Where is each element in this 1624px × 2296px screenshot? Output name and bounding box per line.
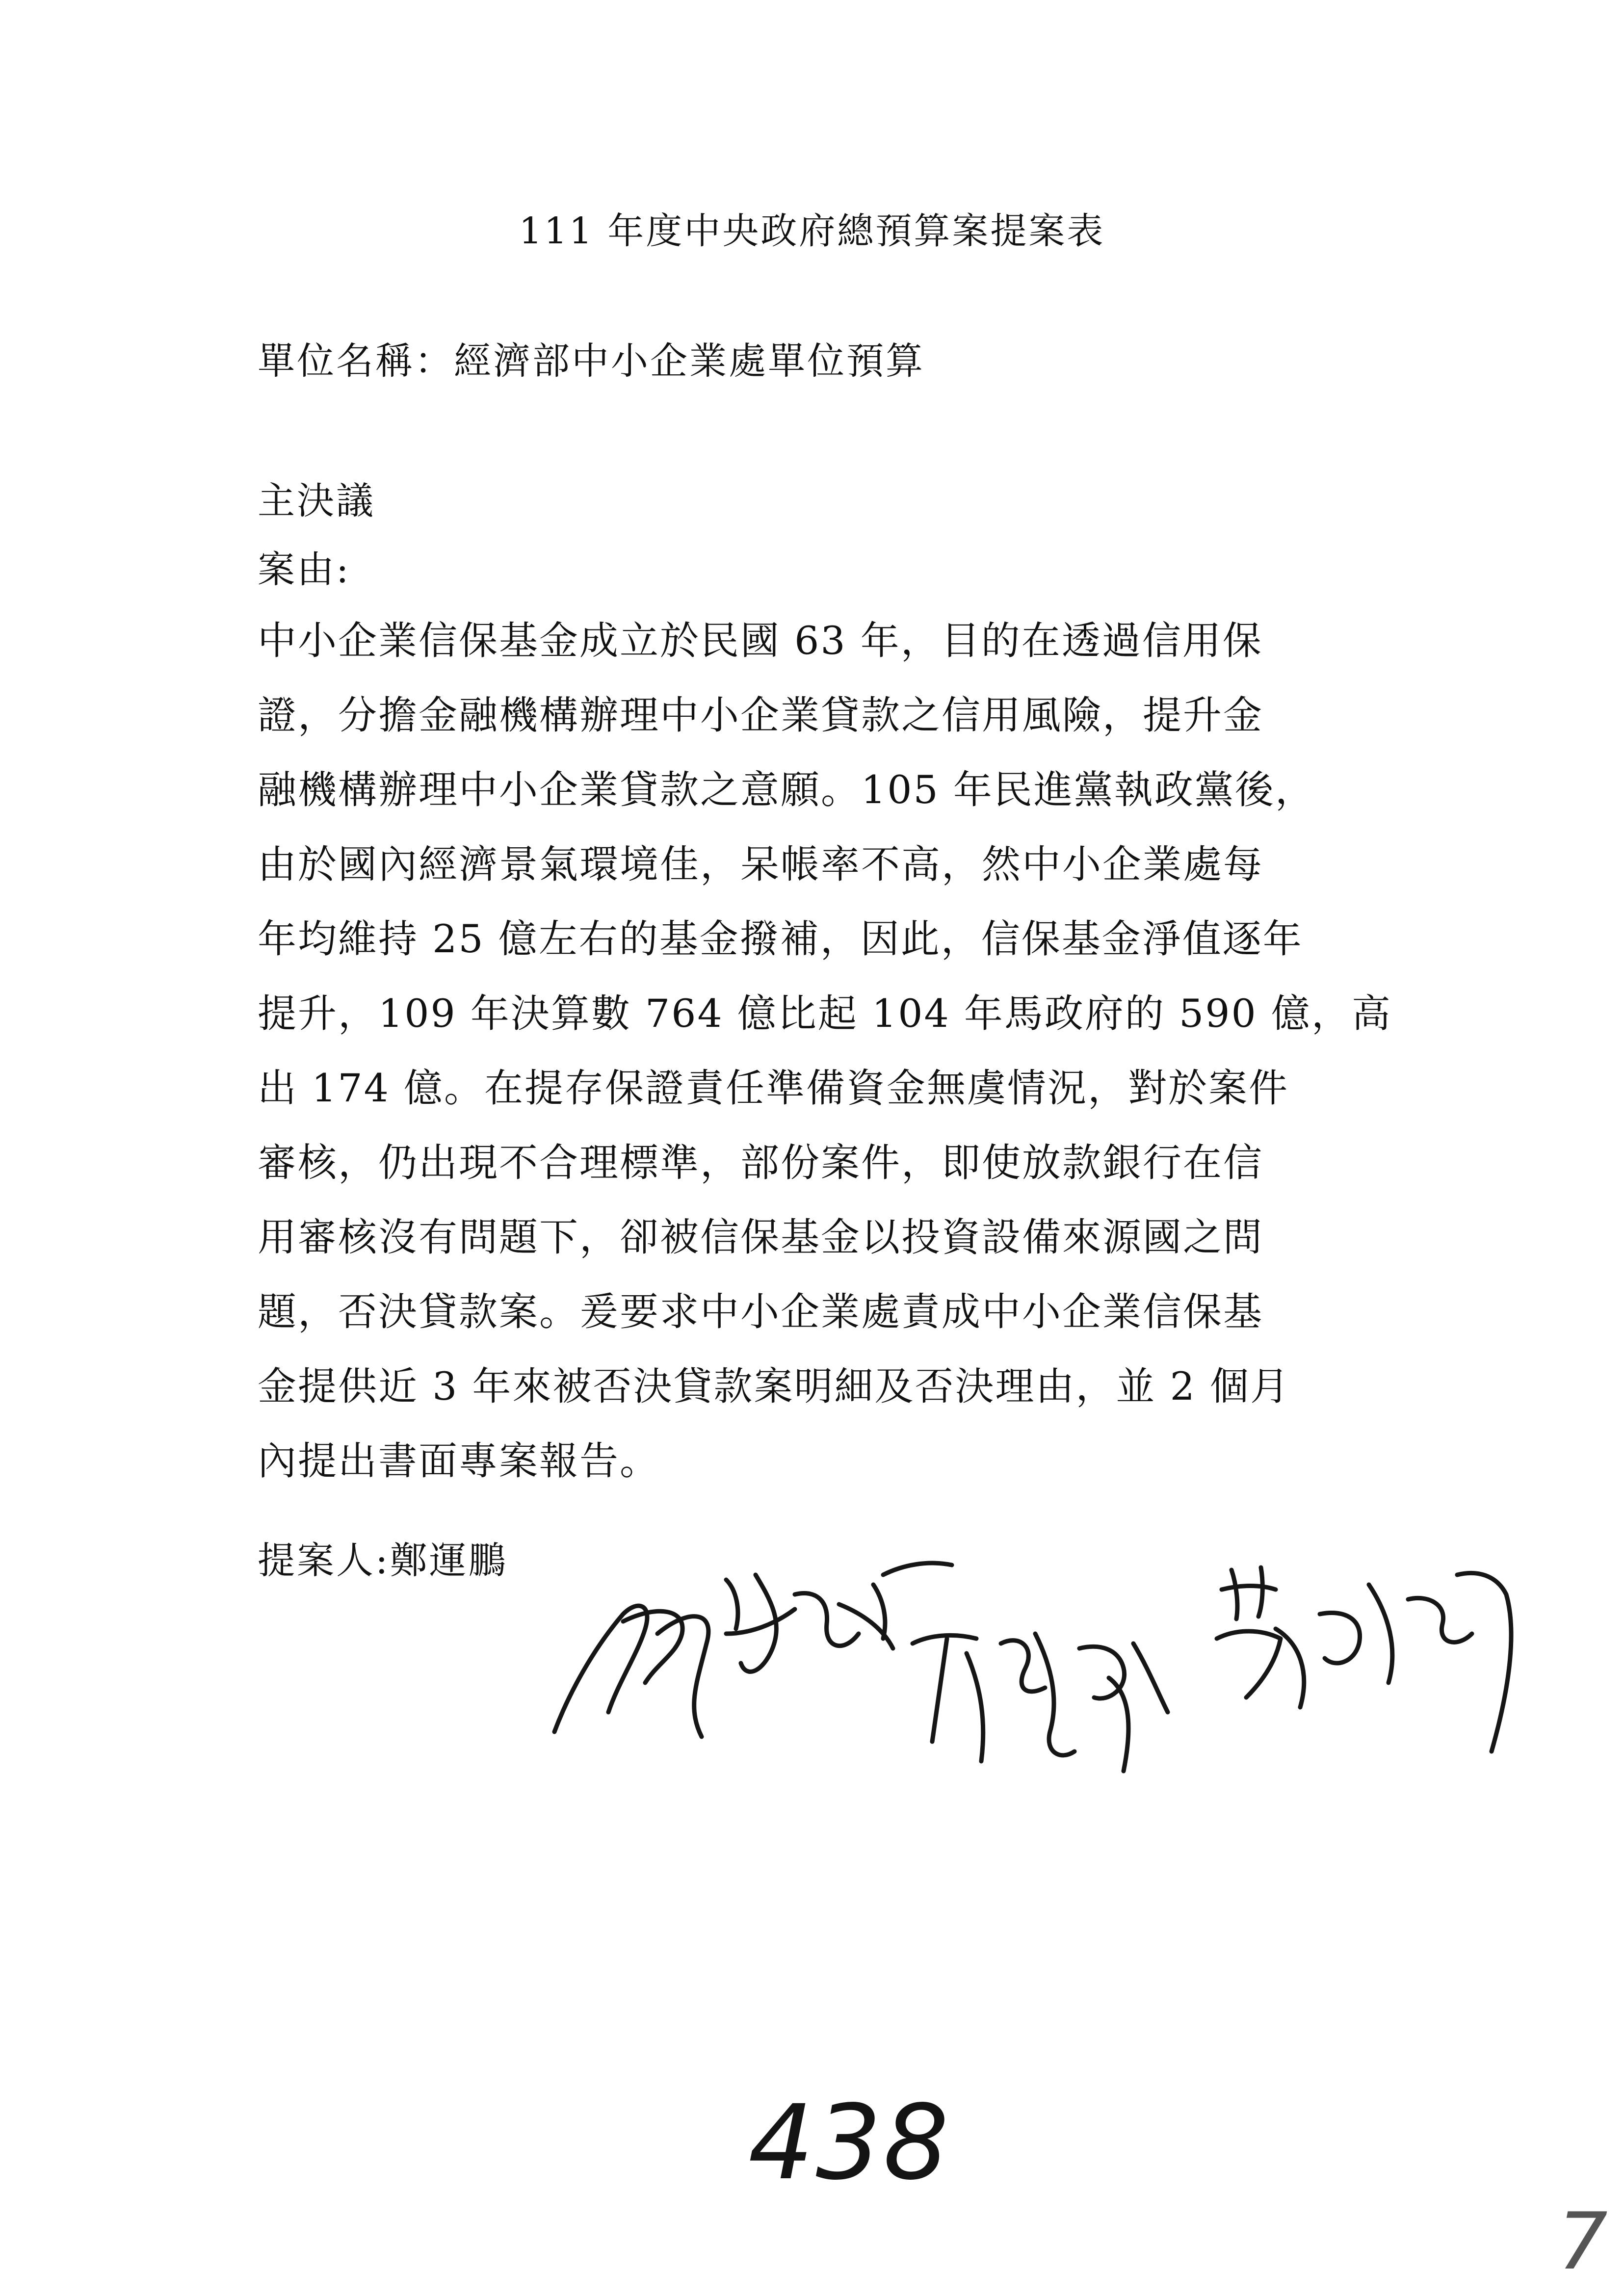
margin-mark: 7 [1558,2195,1608,2287]
main-resolution-label: 主決議 [258,479,375,522]
body-line: 年均維持 25 億左右的基金撥補，因此，信保基金淨值逐年 [258,916,1303,962]
signature-3 [1202,1555,1521,1761]
body-line: 中小企業信保基金成立於民國 63 年，目的在透過信用保 [258,618,1263,663]
body-line: 提升，109 年決算數 764 億比起 104 年馬政府的 590 億，高 [258,991,1392,1036]
signature-1 [540,1536,962,1742]
page-number: 438 [748,2083,951,2203]
body-line: 由於國內經濟景氣環境佳，呆帳率不高，然中小企業處每 [258,842,1263,887]
body-line: 內提出書面專案報告。 [258,1438,660,1484]
document-title: 111 年度中央政府總預算案提案表 [519,210,1105,252]
proposer: 提案人:鄭運鵬 [258,1539,508,1582]
body-line: 審核，仍出現不合理標準，部份案件，即使放款銀行在信 [258,1140,1263,1185]
body-line: 題，否決貸款案。爰要求中小企業處責成中小企業信保基 [258,1289,1263,1334]
body-line: 出 174 億。在提存保證責任準備資金無虞情況，對於案件 [258,1066,1289,1111]
body-line: 融機構辦理中小企業貸款之意願。105 年民進黨執政黨後， [258,767,1315,812]
body-line: 證，分擔金融機構辦理中小企業貸款之信用風險，提升金 [258,693,1263,738]
signature-2 [903,1614,1178,1781]
body-line: 用審核沒有問題下，卻被信保基金以投資設備來源國之問 [258,1215,1263,1260]
case-reason-label: 案由: [258,548,351,591]
unit-name: 單位名稱：經濟部中小企業處單位預算 [258,339,925,383]
case-reason-body [258,603,1396,1498]
body-line: 金提供近 3 年來被否決貸款案明細及否決理由，並 2 個月 [258,1364,1290,1409]
